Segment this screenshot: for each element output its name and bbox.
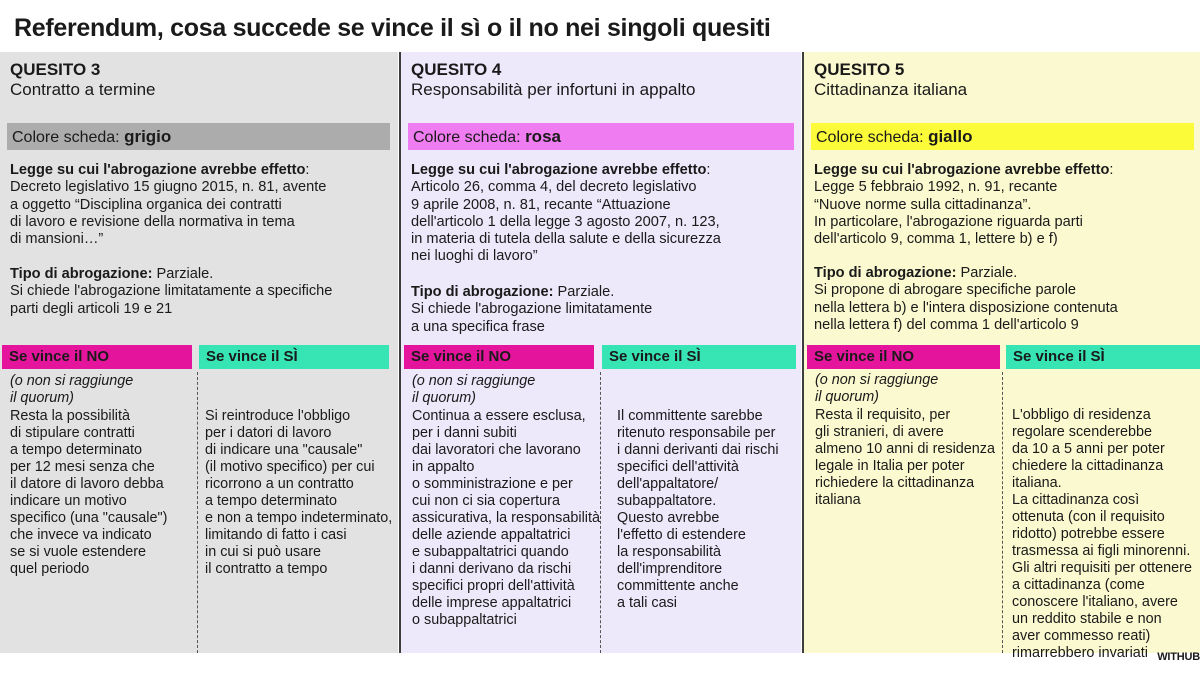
text-line: in appalto xyxy=(412,459,475,475)
text-line: parti degli articoli 19 e 21 xyxy=(10,300,173,317)
colore-scheda-value: grigio xyxy=(124,127,172,146)
text-line: italiana xyxy=(815,492,861,508)
text-line: ottenuta (con il requisito xyxy=(1012,509,1165,525)
colore-scheda-value: giallo xyxy=(928,127,973,146)
text-line: Legge 5 febbraio 1992, n. 91, recante xyxy=(814,179,1058,196)
law-label: Legge su cui l'abrogazione avrebbe effetto xyxy=(814,162,1110,178)
no-outcome-text xyxy=(815,407,995,509)
text-line: ricorrono a un contratto xyxy=(205,476,354,492)
quesito-name: Cittadinanza italiana xyxy=(814,80,968,99)
text-line: subappaltatore. xyxy=(617,493,717,509)
text-line: Si propone di abrogare specifiche parole xyxy=(814,282,1077,299)
infographic-title: Referendum, cosa succede se vince il sì o il no nei singoli quesiti xyxy=(14,14,771,42)
text-line: chiedere la cittadinanza xyxy=(1012,458,1164,474)
law-colon: : xyxy=(1109,162,1114,178)
column-divider xyxy=(802,52,804,653)
text-line: 9 aprile 2008, n. 81, recante “Attuazione xyxy=(411,196,671,213)
text-line: italiana. xyxy=(1012,475,1062,491)
text-line: rimarrebbero invariati xyxy=(1012,645,1148,661)
quesito-name: Contratto a termine xyxy=(10,80,156,99)
text-line: Resta il requisito, per xyxy=(815,407,951,423)
si-outcome-text xyxy=(1012,407,1192,662)
si-outcome-text xyxy=(205,408,392,578)
text-line: di stipulare contratti xyxy=(10,425,135,441)
text-line: un reddito stabile e non xyxy=(1012,611,1162,627)
text-line: Continua a essere esclusa, xyxy=(412,408,586,424)
law-section xyxy=(10,162,326,248)
text-line: di mansioni…” xyxy=(10,231,104,248)
text-line: il contratto a tempo xyxy=(205,561,328,577)
text-line: il quorum) xyxy=(412,390,476,406)
text-line: a una specifica frase xyxy=(411,318,545,335)
text-line: Articolo 26, comma 4, del decreto legislativo xyxy=(411,179,697,196)
dotted-divider xyxy=(600,372,601,653)
text-line: Questo avrebbe xyxy=(617,510,720,526)
text-line: dell'articolo 1 della legge 3 agosto 2007, n. 123, xyxy=(411,213,720,230)
no-outcome-text xyxy=(412,408,600,629)
text-line: in materia di tutela della salute e della sicurezza xyxy=(411,231,721,248)
text-line: di lavoro e revisione della normativa in tema xyxy=(10,213,295,230)
text-line: legale in Italia per poter xyxy=(815,458,965,474)
tipo-label: Tipo di abrogazione: xyxy=(814,265,957,281)
tipo-section xyxy=(411,284,652,336)
colore-scheda-bar xyxy=(7,123,390,150)
text-line: a oggetto “Disciplina organica dei contratti xyxy=(10,196,282,213)
text-line: o somministrazione e per xyxy=(412,476,573,492)
text-line: limitando di fatto i casi xyxy=(205,527,347,543)
text-line: da 10 a 5 anni per poter xyxy=(1012,441,1165,457)
text-line: L'obbligo di residenza xyxy=(1012,407,1151,423)
se-vince-no-label: Se vince il NO xyxy=(2,345,192,369)
se-vince-si-label: Se vince il SÌ xyxy=(602,345,796,369)
text-line: cui non ci sia copertura xyxy=(412,493,560,509)
text-line: delle aziende appaltatrici xyxy=(412,527,571,543)
text-line: Si reintroduce l'obbligo xyxy=(205,408,351,424)
colore-scheda-label: Colore scheda: xyxy=(816,129,929,146)
text-line: “Nuove norme sulla cittadinanza”. xyxy=(814,196,1032,213)
text-line: per i datori di lavoro xyxy=(205,425,332,441)
law-text xyxy=(814,179,1113,248)
column-quesito-4 xyxy=(401,52,801,653)
text-line: conoscere l'italiano, avere xyxy=(1012,594,1178,610)
law-section xyxy=(814,162,1113,248)
quesito-name: Responsabilità per infortuni in appalto xyxy=(411,80,696,99)
text-line: in cui si può usare xyxy=(205,544,321,560)
text-line: i danni derivano da rischi xyxy=(412,561,572,577)
text-line: o subappaltatrici xyxy=(412,612,517,628)
text-line: committente anche xyxy=(617,578,739,594)
tipo-value: Parziale. xyxy=(152,266,214,282)
quorum-note xyxy=(412,373,535,407)
text-line: di indicare una "causale" xyxy=(205,442,363,458)
text-line: a tempo determinato xyxy=(205,493,337,509)
se-vince-no-label: Se vince il NO xyxy=(807,345,1000,369)
si-outcome-text xyxy=(617,408,779,612)
text-line: per 12 mesi senza che xyxy=(10,459,155,475)
text-line: i danni derivanti dai rischi xyxy=(617,442,779,458)
text-line: per i danni subiti xyxy=(412,425,517,441)
text-line: delle imprese appaltatrici xyxy=(412,595,572,611)
text-line: (o non si raggiunge xyxy=(10,373,134,389)
text-line: nella lettera f) del comma 1 dell'articolo 9 xyxy=(814,316,1079,333)
text-line: se si vuole estendere xyxy=(10,544,146,560)
tipo-section xyxy=(814,265,1118,334)
text-line: regolare scenderebbe xyxy=(1012,424,1153,440)
text-line: dai lavoratori che lavorano xyxy=(412,442,581,458)
text-line: nei luoghi di lavoro” xyxy=(411,248,538,265)
colore-scheda-value: rosa xyxy=(525,127,561,146)
text-line: quel periodo xyxy=(10,561,90,577)
quorum-note xyxy=(10,373,133,407)
law-text xyxy=(10,179,326,248)
quesito-number: QUESITO 4 xyxy=(411,60,502,79)
text-line: assicurativa, la responsabilità xyxy=(412,510,600,526)
text-line: Il committente sarebbe xyxy=(617,408,763,424)
text-line: dell'appaltatore/ xyxy=(617,476,719,492)
text-line: a tali casi xyxy=(617,595,677,611)
tipo-section xyxy=(10,266,332,318)
colore-scheda-label: Colore scheda: xyxy=(12,129,125,146)
text-line: il quorum) xyxy=(10,390,74,406)
text-line: aver commesso reati) xyxy=(1012,628,1151,644)
colore-scheda-label: Colore scheda: xyxy=(413,129,526,146)
text-line: Gli altri requisiti per ottenere xyxy=(1012,560,1192,576)
text-line: Si chiede l'abrogazione limitatamente a specifiche xyxy=(10,283,333,300)
text-line: Resta la possibilità xyxy=(10,408,130,424)
column-quesito-3 xyxy=(0,52,398,653)
text-line: a cittadinanza (come xyxy=(1012,577,1145,593)
se-vince-si-label: Se vince il SÌ xyxy=(1006,345,1200,369)
law-text xyxy=(411,179,721,265)
law-colon: : xyxy=(305,162,310,178)
text-line: ritenuto responsabile per xyxy=(617,425,776,441)
text-line: che invece va indicato xyxy=(10,527,152,543)
withub-logo: WITHUB xyxy=(1157,651,1200,663)
se-vince-si-label: Se vince il SÌ xyxy=(199,345,389,369)
tipo-text xyxy=(814,282,1118,334)
text-line: il quorum) xyxy=(815,389,879,405)
text-line: a tempo determinato xyxy=(10,442,142,458)
text-line: In particolare, l'abrogazione riguarda parti xyxy=(814,213,1083,230)
tipo-label: Tipo di abrogazione: xyxy=(10,266,153,282)
text-line: (il motivo specifico) per cui xyxy=(205,459,375,475)
text-line: (o non si raggiunge xyxy=(412,373,536,389)
colore-scheda-bar xyxy=(408,123,794,150)
law-colon: : xyxy=(706,162,711,178)
tipo-text xyxy=(411,301,652,336)
text-line: nella lettera b) e l'intera disposizione contenuta xyxy=(814,299,1118,316)
text-line: (o non si raggiunge xyxy=(815,372,939,388)
text-line: La cittadinanza così xyxy=(1012,492,1140,508)
text-line: dell'articolo 9, comma 1, lettere b) e f) xyxy=(814,231,1058,248)
text-line: e subappaltatrici quando xyxy=(412,544,569,560)
dotted-divider xyxy=(1002,372,1003,653)
text-line: il datore di lavoro debba xyxy=(10,476,164,492)
text-line: dell'imprenditore xyxy=(617,561,723,577)
text-line: la responsabilità xyxy=(617,544,721,560)
text-line: e non a tempo indeterminato, xyxy=(205,510,393,526)
text-line: richiedere la cittadinanza xyxy=(815,475,975,491)
text-line: specifico (una "causale") xyxy=(10,510,168,526)
dotted-divider xyxy=(197,372,198,653)
no-outcome-text xyxy=(10,408,167,578)
column-divider xyxy=(399,52,401,653)
text-line: gli stranieri, di avere xyxy=(815,424,944,440)
text-line: ridotto) potrebbe essere xyxy=(1012,526,1165,542)
law-label: Legge su cui l'abrogazione avrebbe effetto xyxy=(10,162,306,178)
text-line: l'effetto di estendere xyxy=(617,527,746,543)
text-line: trasmessa ai figli minorenni. xyxy=(1012,543,1191,559)
text-line: indicare un motivo xyxy=(10,493,127,509)
text-line: Si chiede l'abrogazione limitatamente xyxy=(411,301,653,318)
law-section xyxy=(411,162,721,266)
law-label: Legge su cui l'abrogazione avrebbe effetto xyxy=(411,162,707,178)
colore-scheda-bar xyxy=(811,123,1194,150)
text-line: Decreto legislativo 15 giugno 2015, n. 81, avente xyxy=(10,179,327,196)
quorum-note xyxy=(815,372,938,406)
quesito-number: QUESITO 5 xyxy=(814,60,905,79)
tipo-value: Parziale. xyxy=(956,265,1018,281)
text-line: specifici propri dell'attività xyxy=(412,578,575,594)
se-vince-no-label: Se vince il NO xyxy=(404,345,594,369)
tipo-text xyxy=(10,283,332,318)
tipo-value: Parziale. xyxy=(553,284,615,300)
tipo-label: Tipo di abrogazione: xyxy=(411,284,554,300)
text-line: specifici dell'attività xyxy=(617,459,739,475)
quesito-number: QUESITO 3 xyxy=(10,60,101,79)
text-line: almeno 10 anni di residenza xyxy=(815,441,996,457)
